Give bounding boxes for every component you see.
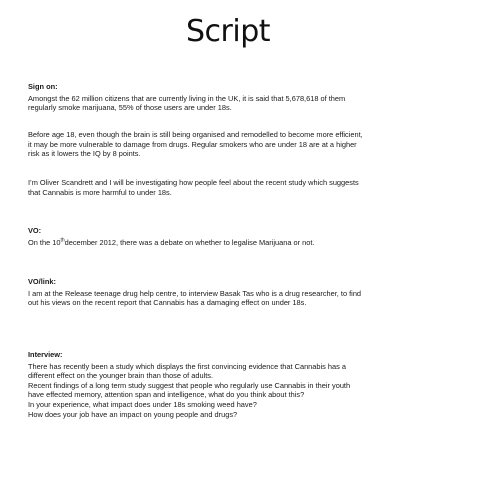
interview-section <box>28 350 368 419</box>
sign-on-paragraph-2: Before age 18, even though the brain is still being organised and remodelled to become more efficient, it may be more vulnerable to damage from drugs. Regular smokers who are under 18 are at a higher risk as it lowers the IQ by 8 points. <box>28 130 363 159</box>
sign-on-paragraph-2-block <box>28 130 368 159</box>
sign-on-heading: Sign on: <box>28 82 58 91</box>
vo-link-paragraph: I am at the Release teenage drug help centre, to interview Basak Tas who is a drug researcher, to find out his views on the recent report that Cannabis has a damaging effect on under 18s. <box>28 288 362 308</box>
vo-link-heading: VO/link: <box>28 277 56 286</box>
vo-text-before: On the 10 <box>28 237 61 247</box>
interview-question-4: How does your job have an impact on young people and drugs? <box>28 409 238 419</box>
vo-paragraph <box>28 238 368 248</box>
sign-on-section <box>28 82 368 113</box>
interview-question-1: There has recently been a study which displays the first convincing evidence that Cannabis has a different effect on the younger brain than those of adults. <box>28 361 346 381</box>
vo-link-section <box>28 277 368 308</box>
vo-text-superscript: th <box>60 237 65 244</box>
interview-question-3: In your experience, what impact does under 18s smoking weed have? <box>28 399 257 409</box>
vo-text-after: december 2012, there was a debate on whether to legalise Marijuana or not. <box>64 237 315 247</box>
sign-on-paragraph-3-block <box>28 178 368 197</box>
sign-on-paragraph-3: I’m Oliver Scandrett and I will be investigating how people feel about the recent study which suggests that Cannabis is more harmful to under 18s. <box>28 178 359 197</box>
interview-heading: Interview: <box>28 350 63 359</box>
page-title: Script <box>185 14 270 49</box>
sign-on-paragraph-1: Amongst the 62 million citizens that are currently living in the UK, it is said that 5,678,618 of them regularly smoke marijuana, 55% of those users are under 18s. <box>28 93 346 113</box>
vo-heading: VO: <box>28 226 42 235</box>
interview-question-2: Recent findings of a long term study suggest that people who regularly use Cannabis in their youth have effected memory, attention span and intelligence, what do you think about this? <box>28 380 351 400</box>
vo-section <box>28 226 368 247</box>
